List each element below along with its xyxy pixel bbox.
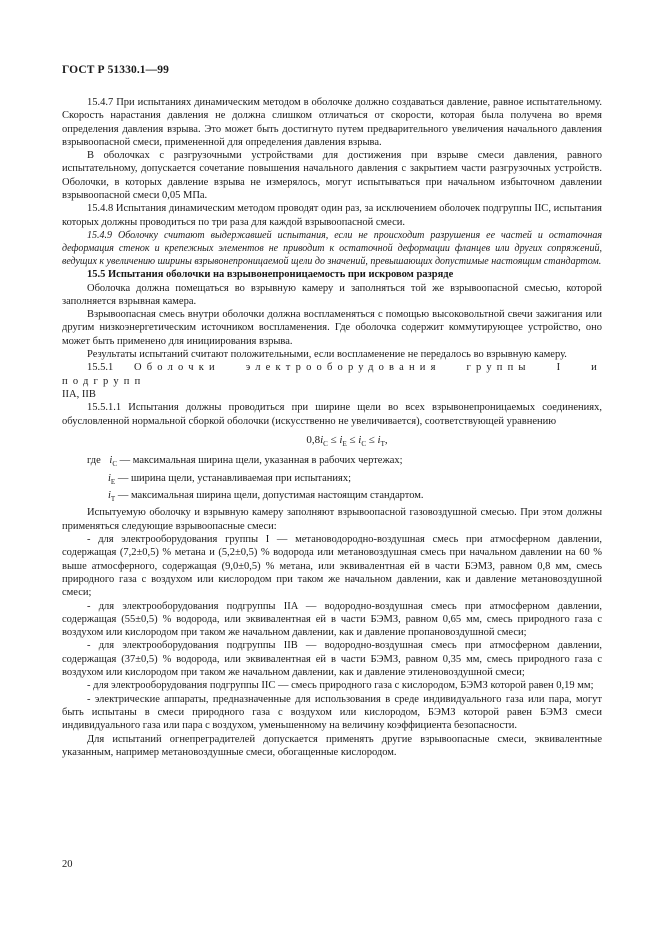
legend-row-ie: $i_E$ — ширина щели, устанавливаемая при испытаниях;: [108, 472, 352, 486]
page-number: 20: [62, 859, 73, 870]
paragraph-enclosure-placement: Оболочка должна помещаться во взрывную камеру и заполняться той же взрывоопасной смесью, которой заполняется взрывная камера.: [62, 282, 602, 307]
list-item-group-i: - для электрооборудования группы I — метановодородно-воздушная смесь при атмосферном давлении, содержащая (7,2±0,5) % метана и (5,2±0,5) % водорода или метановоздушная смесь при начальном давлении на 60 % выше атмосферного, содержащая (9,0±0,5) % метана, или эквивалентная ей в части БЭМЗ, равном 0,8 мм, смесь природного газа с воздухом или кислородом при таком же начальном давлении, как и давление метановоздушной смеси;: [62, 534, 602, 599]
paragraph-15-5-1: [62, 361, 602, 388]
paragraph-results: Результаты испытаний считают положительными, если воспламенение не передалось во взрывную камеру.: [87, 349, 567, 361]
clause-spaced-title: Оболочки электрооборудования группы I и подгрупп: [62, 362, 603, 387]
gap-formula: $0,8i_C \le i_E \le i_C \le i_T$,: [306, 433, 388, 448]
legend-row-it: $i_T$ — максимальная ширина щели, допустимая настоящим стандартом.: [108, 490, 424, 504]
clause-number: 15.5.1: [87, 362, 114, 374]
paragraph-filling: Испытуемую оболочку и взрывную камеру заполняют взрывоопасной газовоздушной смесью. При этом должны применяться следующие взрывоопасные смеси:: [62, 507, 602, 532]
paragraph-ignition: Взрывоопасная смесь внутри оболочки должна воспламеняться с помощью высоковольтной свечи зажигания или другим низкоэнергетическим источником воспламенения. Где оболочка содержит коммутирующее устройство, оно может быть применено для инициирования взрыва.: [62, 309, 602, 347]
paragraph-15-4-8: 15.4.8 Испытания динамическим методом проводят один раз, за исключением оболочек подгруппы IIC, испытания которых должны проводиться по три раза для каждой взрывоопасной смеси.: [62, 203, 602, 228]
paragraph-15-5-1-cont: IIA, IIB: [62, 388, 96, 400]
section-heading-15-5: 15.5 Испытания оболочки на взрывонепроницаемость при искровом разряде: [87, 269, 454, 281]
list-item-individual-gas: - электрические аппараты, предназначенные для использования в среде индивидуального газа или пара, могут быть испытаны в смеси природного газа с воздухом или кислородом, БЭМЗ которой равен БЭМЗ смеси индивидуального газа или пара с воздухом, уменьшенному на величину коэффициента безопасности.: [62, 693, 602, 732]
paragraph-15-4-7: 15.4.7 При испытаниях динамическим методом в оболочке должно создаваться давление, равное испытательному. Скорость нарастания давления не должна слишком отличаться от скорости, которая была получена во время определения давления взрыва. Это может быть достигнуто путем предварительного увеличения начального давления взрывоопасной смеси, примененной для определения давления взрыва.: [62, 97, 602, 148]
document-body: [62, 96, 602, 759]
list-item-subgroup-iia: - для электрооборудования подгруппы IIA — водородно-воздушная смесь при атмосферном давлении, содержащая (55±0,5) % водорода, или эквивалентная ей в части БЭМЗ, равном 0,65 мм, смесь природного газа с воздухом или кислородом при таком же начальном давлении, как и давление пропановоздушной смеси;: [62, 600, 602, 639]
paragraph-15-4-9: 15.4.9 Оболочку считают выдержавшей испытания, если не происходит разрушения ее частей и остаточная деформация стенок и крепежных элементов не приводит к остаточной деформации фланцев или других сопряжений, ведущих к увеличению ширины взрывонепроницаемой щели до значений, превышающих допустимые настоящим стандартом.: [62, 229, 602, 268]
paragraph-flame-arresters: Для испытаний огнепреградителей допускается применять другие взрывоопасные смеси, эквивалентные указанным, например метановоздушные смеси, обогащенные кислородом.: [62, 733, 602, 758]
list-item-subgroup-iic: - для электрооборудования подгруппы IIC — смесь природного газа с кислородом, БЭМЗ которой равен 0,19 мм;: [87, 680, 594, 692]
paragraph-15-5-1-1: 15.5.1.1 Испытания должны проводиться при ширине щели во всех взрывонепроницаемых соединениях, обусловленной нормальной сборкой оболочки (искусственно не увеличивается), соответствующей уравнению: [62, 402, 602, 427]
list-item-subgroup-iib: - для электрооборудования подгруппы IIB — водородно-воздушная смесь при атмосферном давлении, содержащая (37±0,5) % водорода, или эквивалентная ей в части БЭМЗ, равном 0,35 мм, смесь природного газа с воздухом или кислородом при таком же начальном давлении, как и давление этиленовоздушной смеси;: [62, 640, 602, 679]
paragraph-relief-devices: В оболочках с разгрузочными устройствами для достижения при взрыве смеси давления, равного испытательному, допускается сочетание повышения начального давления с закрытием части разгрузочных устройств. Оболочки, в которых давление взрыва не измерялось, могут испытываться при начальном избыточном давлении взрывоопасной смеси 0,05 МПа.: [62, 150, 602, 202]
standard-designation: ГОСТ Р 51330.1—99: [62, 64, 169, 76]
legend-row-ic: где $i_C$ — максимальная ширина щели, указанная в рабочих чертежах;: [87, 455, 403, 469]
formula-legend: [62, 454, 602, 506]
